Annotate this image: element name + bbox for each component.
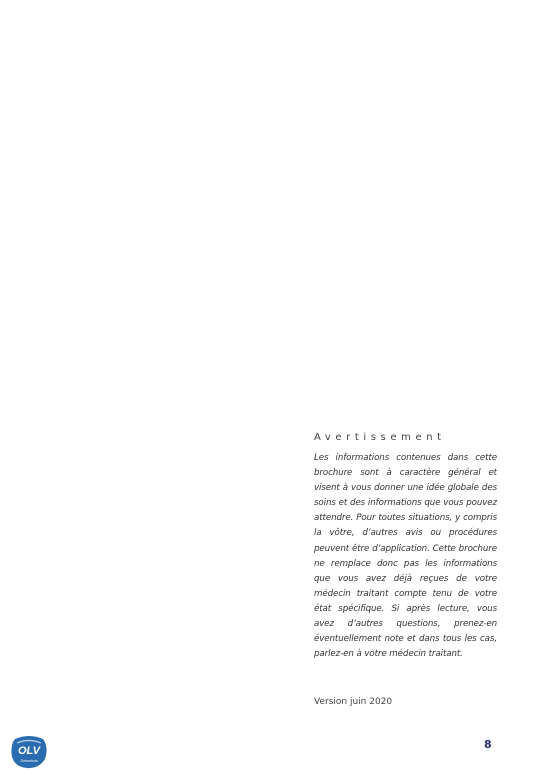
page-number: 8	[484, 738, 492, 751]
disclaimer-text: Les informations contenues dans cette brochure sont à caractère général et visent à vous donner une idée globale des soins et des informations que vous pouvez attendre. Pour toutes situations, y compris la vôtre, d’autres avis ou procédures peuvent être d’application. Cette brochure ne remplace donc pas les informations que vous avez déjà reçues de votre médecin traitant compte tenu de votre état spécifique. Si après lecture, vous avez d’autres questions, prenez-en éventuellement note et dans tous les cas, parlez-en à votre médecin traitant.	[314, 453, 497, 660]
version-label: Version juin 2020	[314, 697, 393, 707]
logo-subtext: Ziekenhuis	[20, 759, 38, 763]
hospital-logo-icon	[10, 735, 48, 769]
disclaimer-title: Avertissement	[314, 432, 446, 443]
logo-text: OLV	[17, 745, 41, 757]
disclaimer-block	[314, 432, 497, 662]
